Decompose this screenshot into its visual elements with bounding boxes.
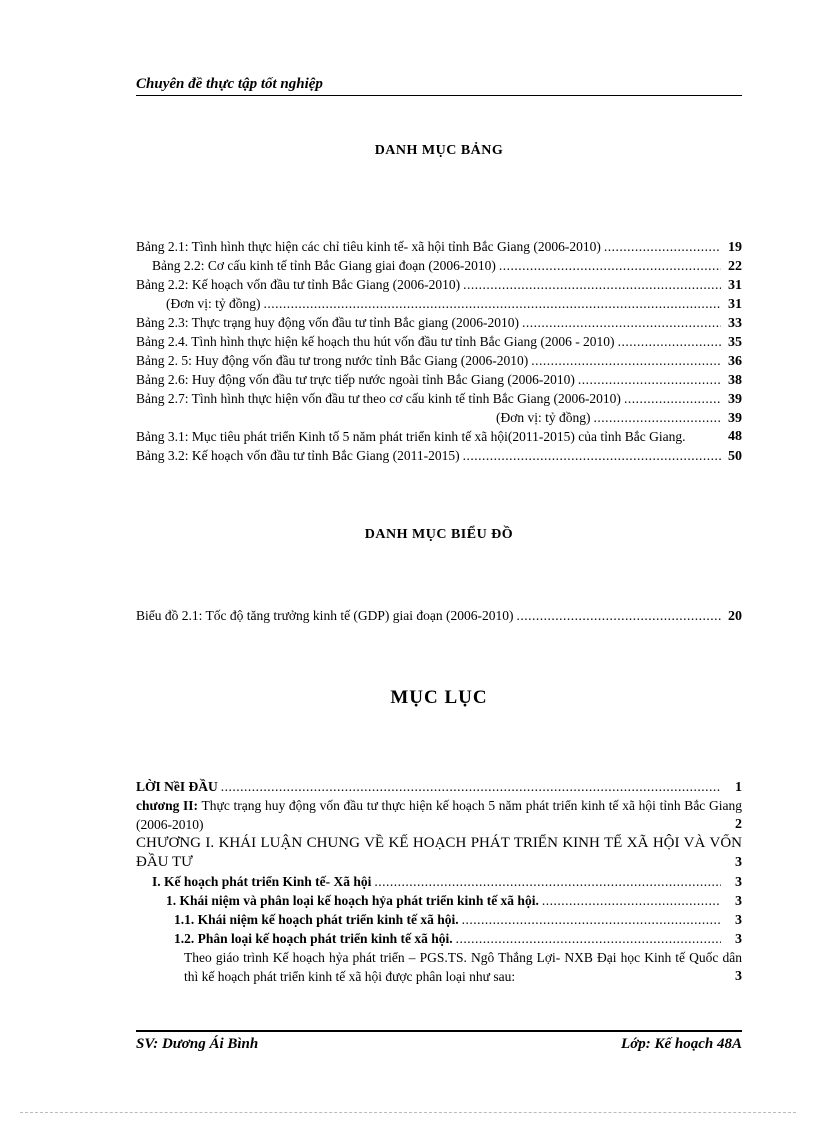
toc-entry[interactable]: 1.1. Khái niệm kế hoạch phát triển kinh tế xã hội. ..... 3 (136, 910, 742, 929)
toc-entry[interactable]: Bảng 3.2: Kế hoạch vốn đầu tư tỉnh Bắc Giang (2011-2015) ..... 50 (136, 446, 742, 465)
toc-entry[interactable]: Bảng 2.4. Tình hình thực hiện kế hoạch thu hút vốn đầu tư tỉnh Bắc Giang (2006 - 2010) ..... 35 (136, 332, 742, 351)
toc-entry[interactable]: Bảng 2.2: Cơ cấu kinh tế tỉnh Bắc Giang giai đoạn (2006-2010) ..... 22 (136, 256, 742, 275)
toc-entry[interactable]: chương II: Thực trạng huy động vốn đầu tư thực hiện kế hoạch 5 năm phát triển kinh tế xã hội tỉnh Bắc Giang (2006-2010) 2 (136, 798, 742, 832)
toc-entry[interactable]: Biểu đồ 2.1: Tốc độ tăng trưởng kinh tế (GDP) giai đoạn (2006-2010) ..... 20 (136, 606, 742, 625)
footer-class: Lớp: Kế hoạch 48A (621, 1036, 742, 1052)
page-break-line (20, 1112, 796, 1113)
toc-entry[interactable]: (Đơn vị: tỷ đồng) ..... 31 (136, 294, 742, 313)
toc-entry[interactable]: Bảng 2. 5: Huy động vốn đầu tư trong nước tỉnh Bắc Giang (2006-2010) ..... 36 (136, 351, 742, 370)
contents-title: MỤC LỤC (390, 687, 488, 708)
page-header: Chuyên đề thực tập tốt nghiệp (136, 76, 742, 96)
charts-list (136, 606, 742, 625)
toc-entry[interactable]: 1. Khái niệm và phân loại kế hoạch hỷa phát triển kinh tế xã hội. ..... 3 (136, 891, 742, 910)
toc-entry[interactable]: Bảng 2.3: Thực trạng huy động vốn đầu tư tỉnh Bắc giang (2006-2010) ..... 33 (136, 313, 742, 332)
toc-entry[interactable]: Bảng 2.7: Tình hình thực hiện vốn đầu tư theo cơ cấu kinh tế tỉnh Bắc Giang (2006-2010) ..... 39 (136, 389, 742, 408)
toc-entry[interactable]: Theo giáo trình Kế hoạch hỷa phát triển – PGS.TS. Ngô Thắng Lợi- NXB Đại học Kinh tế Quốc dân thì kế hoạch phát triển kinh tế xã hội được phân loại như sau: 3 (184, 950, 742, 984)
toc-entry[interactable]: Bảng 3.1: Mục tiêu phát triển Kinh tố 5 năm phát triển kinh tế xã hội(2011-2015) của tỉnh Bắc Giang. 48 (136, 429, 742, 444)
tables-list (136, 237, 742, 465)
toc-entry[interactable]: Bảng 2.1: Tình hình thực hiện các chỉ tiêu kinh tế- xã hội tỉnh Bắc Giang (2006-2010) ..... 19 (136, 237, 742, 256)
charts-list-title: DANH MỤC BIỂU ĐỒ (364, 527, 514, 542)
contents-list (136, 777, 742, 986)
toc-entry[interactable]: I. Kế hoạch phát triển Kinh tế- Xã hội ..... 3 (136, 872, 742, 891)
toc-entry[interactable]: (Đơn vị: tỷ đồng) ..... 39 (136, 408, 742, 427)
toc-entry[interactable]: 1.2. Phân loại kế hoạch phát triển kinh tế xã hội. ..... 3 (136, 929, 742, 948)
toc-entry[interactable]: CHƯƠNG I. KHÁI LUẬN CHUNG VỀ KẾ HOẠCH PHÁT TRIỂN KINH TẾ XÃ HỘI VÀ VỐN ĐẦU TƯ 3 (136, 835, 742, 870)
toc-entry[interactable]: LỜI NềI ĐẦU ..... 1 (136, 777, 742, 796)
tables-list-title: DANH MỤC BẢNG (374, 143, 504, 158)
footer-student: SV: Dương Ái Bình (136, 1036, 259, 1052)
toc-entry[interactable]: Bảng 2.6: Huy động vốn đầu tư trực tiếp nước ngoài tỉnh Bắc Giang (2006-2010) ..... 38 (136, 370, 742, 389)
toc-entry[interactable]: Bảng 2.2: Kế hoạch vốn đầu tư tỉnh Bắc Giang (2006-2010) ..... 31 (136, 275, 742, 294)
page-footer (136, 1030, 742, 1053)
